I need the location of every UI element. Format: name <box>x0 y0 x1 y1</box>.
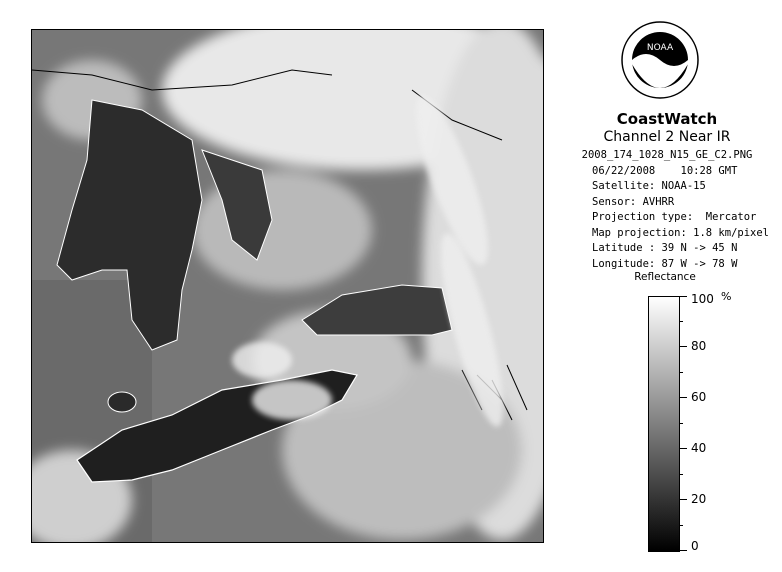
colorbar-label: Reflectance <box>634 271 696 283</box>
tick-mark <box>679 550 687 551</box>
filename-text: 2008_174_1028_N15_GE_C2.PNG <box>581 149 753 161</box>
map-projection-text: Map projection: 1.8 km/pixel <box>592 226 770 239</box>
tick-label-20: 20 <box>691 492 707 506</box>
tick-label-40: 40 <box>691 441 707 455</box>
tick-mark-minor <box>679 321 683 322</box>
tick-label-80: 80 <box>691 339 707 353</box>
tick-mark <box>679 296 687 297</box>
colorbar-ticks <box>679 292 739 553</box>
tick-mark <box>679 499 687 500</box>
latitude-text: Latitude : 39 N -> 45 N <box>592 242 738 254</box>
tick-label-100: 100 <box>691 292 714 306</box>
datetime-text: 06/22/2008 10:28 GMT <box>592 164 738 177</box>
sensor-text: Sensor: AVHRR <box>592 195 675 208</box>
tick-mark-minor <box>679 423 683 424</box>
tick-mark-minor <box>679 372 683 373</box>
tick-mark-minor <box>679 474 683 475</box>
tick-label-0: 0 <box>691 539 699 553</box>
colorbar-unit: % <box>721 290 732 303</box>
projection-type-text: Projection type: Mercator <box>592 211 757 223</box>
tick-mark <box>679 346 687 347</box>
longitude-text: Longitude: 87 W -> 78 W <box>592 257 738 270</box>
noaa-logo <box>620 20 700 100</box>
colorbar <box>648 296 680 552</box>
tick-mark-minor <box>679 525 683 526</box>
satellite-image <box>31 29 544 543</box>
tick-mark <box>679 448 687 449</box>
product-title: CoastWatch <box>616 110 718 128</box>
satellite-map-graphic <box>32 30 543 542</box>
satellite-text: Satellite: NOAA-15 <box>592 180 706 192</box>
channel-subtitle: Channel 2 Near IR <box>603 129 731 145</box>
tick-label-60: 60 <box>691 390 707 404</box>
noaa-logo-text: NOAA <box>646 43 674 53</box>
noaa-logo-icon <box>620 20 700 100</box>
info-panel <box>562 110 772 272</box>
tick-mark <box>679 397 687 398</box>
